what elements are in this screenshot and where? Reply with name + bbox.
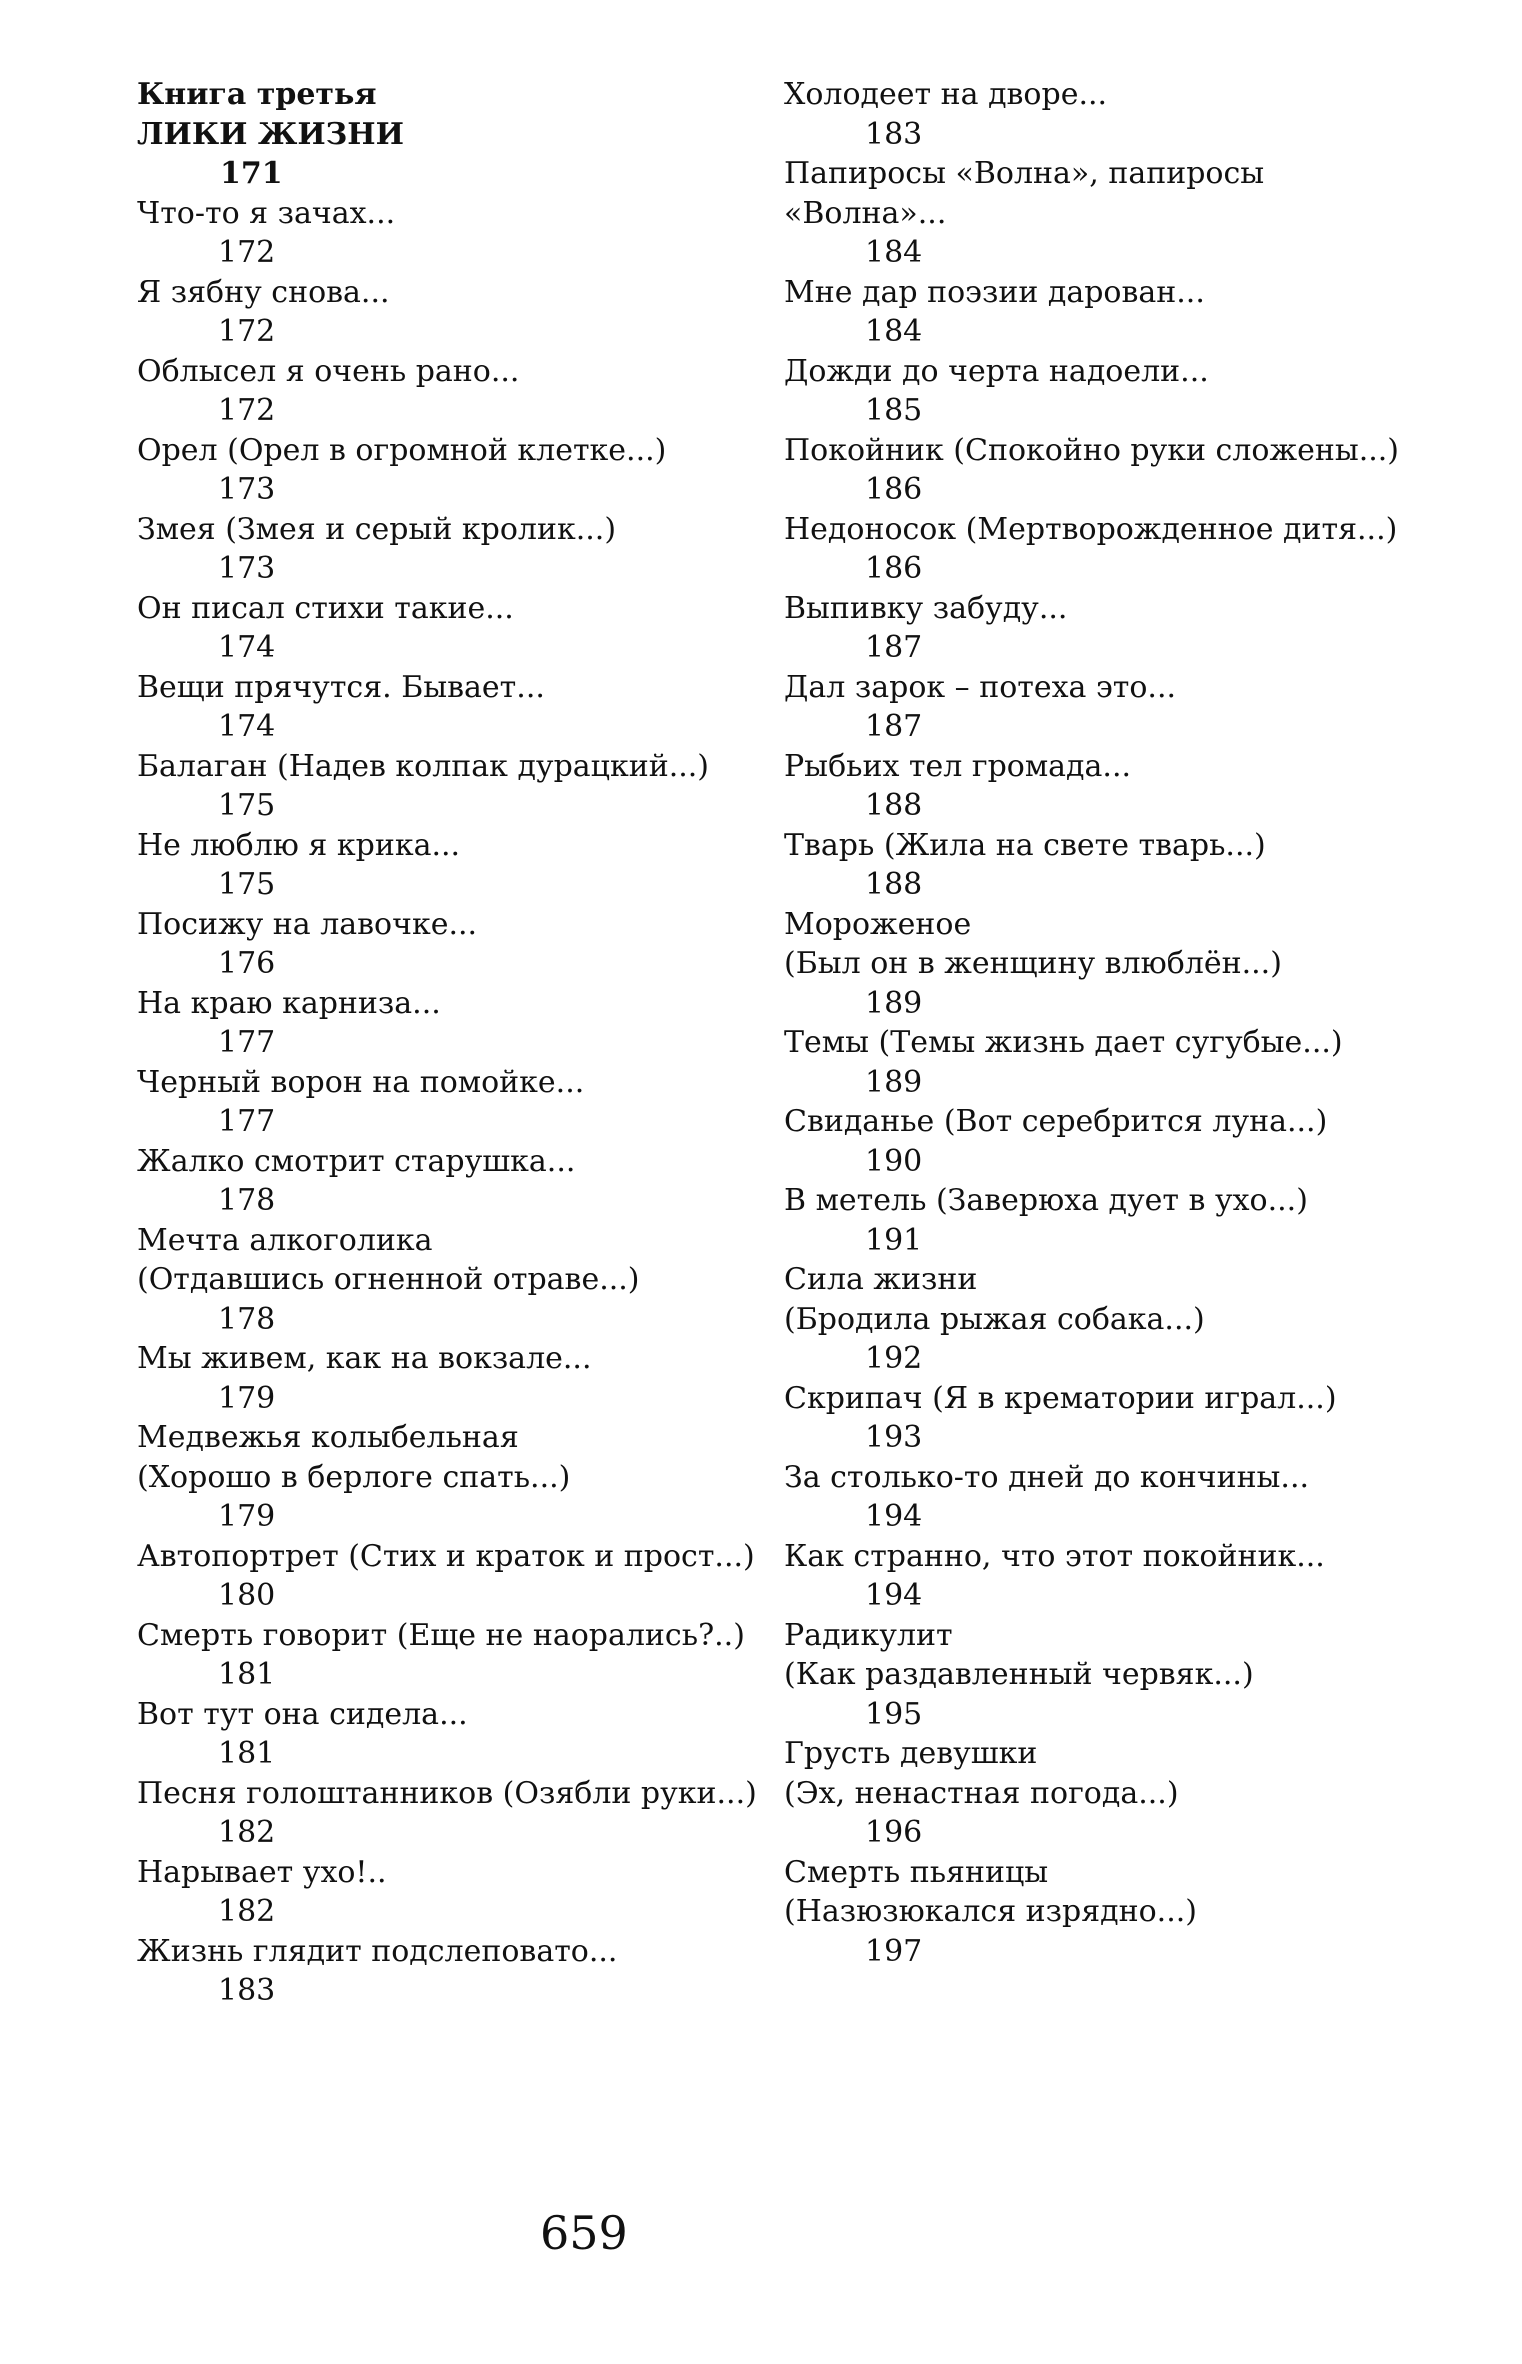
toc-entry-title: Как странно, что этот покойник... (784, 1538, 1325, 1574)
toc-entry-title: Мороженое (784, 906, 972, 942)
toc-entry (784, 1458, 1424, 1537)
toc-entry (137, 905, 757, 984)
toc-entry-title: Дал зарок – потеха это... (784, 669, 1177, 705)
toc-entry (137, 668, 757, 747)
toc-entry (137, 589, 757, 668)
toc-entry-title: Темы (Темы жизнь дает сугубые...) (784, 1025, 1343, 1060)
toc-entry-title: Выпивку забуду... (784, 590, 1068, 626)
toc-entry-title: Автопортрет (Стих и краток и прост...) (137, 1538, 755, 1574)
toc-entry (137, 1063, 757, 1142)
toc-entry-page-number: 197 (865, 1933, 923, 1969)
toc-entry (784, 154, 1424, 273)
toc-entry (137, 826, 757, 905)
toc-entry-page-number: 172 (218, 314, 276, 349)
toc-entry-page-number: 174 (218, 630, 276, 665)
toc-entry (137, 194, 757, 273)
toc-entry-title: Скрипач (Я в крематории играл...) (784, 1380, 1337, 1416)
toc-entry-page-number: 173 (218, 472, 276, 507)
toc-entry (784, 1102, 1424, 1181)
toc-entry (137, 1695, 757, 1774)
toc-entry-page-number: 174 (218, 709, 276, 744)
toc-entry (784, 1537, 1424, 1616)
toc-entry (784, 1853, 1424, 1972)
toc-entry (784, 1379, 1424, 1458)
toc-entry-title: Недоносок (Мертворожденное дитя...) (784, 511, 1398, 547)
toc-entry-page-number: 187 (865, 709, 923, 744)
toc-entry-title: Посижу на лавочке... (137, 906, 478, 942)
toc-entry-title: Он писал стихи такие... (137, 590, 514, 626)
toc-entry-page-number: 182 (218, 1815, 276, 1850)
toc-entry-title: Балаган (Надев колпак дурацкий...) (137, 748, 710, 784)
toc-entry-title: Змея (Змея и серый кролик...) (137, 511, 617, 547)
toc-entry (137, 352, 757, 431)
toc-entry (137, 1221, 757, 1340)
toc-entry-page-number: 188 (865, 788, 923, 823)
toc-column-left (137, 75, 757, 2011)
toc-entry (784, 75, 1424, 154)
toc-entry (137, 510, 757, 589)
toc-entry (784, 273, 1424, 352)
toc-entry (137, 1853, 757, 1932)
toc-entry-page-number: 183 (865, 116, 923, 152)
toc-entry-page-number: 182 (218, 1894, 276, 1929)
toc-entry-title: Медвежья колыбельная (137, 1420, 519, 1455)
toc-entry-title: Рыбьих тел громада... (784, 748, 1132, 784)
page-number: 659 (540, 2206, 628, 2260)
toc-entry-title: За столько-то дней до кончины... (784, 1459, 1310, 1495)
toc-entry (784, 431, 1424, 510)
toc-entry-title: Покойник (Спокойно руки сложены...) (784, 432, 1400, 468)
book-heading: Книга третья (137, 77, 377, 112)
toc-entry-title: Смерть говорит (Еще не наорались?..) (137, 1617, 745, 1653)
section-page-number: 171 (220, 156, 283, 191)
toc-entry (137, 1932, 757, 2011)
toc-entry-page-number: 191 (865, 1222, 923, 1258)
toc-entry-page-number: 189 (865, 985, 923, 1021)
toc-entry-title: Жизнь глядит подслеповато... (137, 1933, 618, 1969)
toc-entry (137, 1616, 757, 1695)
toc-entry-page-number: 192 (865, 1341, 923, 1376)
toc-entry-title: Нарывает ухо!.. (137, 1854, 387, 1890)
toc-entries-left (137, 194, 757, 2011)
toc-entry-page-number: 193 (865, 1420, 923, 1455)
toc-entry-page-number: 189 (865, 1064, 923, 1100)
toc-entry (784, 510, 1424, 589)
toc-entry (784, 905, 1424, 1024)
toc-entry-title: Мы живем, как на вокзале... (137, 1341, 592, 1376)
toc-entry-page-number: 173 (218, 551, 276, 586)
toc-entry-title: Смерть пьяницы (784, 1854, 1049, 1890)
toc-entry-page-number: 184 (865, 235, 923, 270)
toc-entry-page-number: 181 (218, 1736, 276, 1771)
toc-entry-title: (Отдавшись огненной отраве...) (137, 1262, 640, 1297)
toc-entry (784, 1260, 1424, 1379)
toc-entry-title: Жалко смотрит старушка... (137, 1143, 576, 1179)
toc-entry-title: Холодеет на дворе... (784, 77, 1108, 112)
toc-entry-title: Мне дар поэзии дарован... (784, 274, 1205, 310)
toc-entry (784, 1734, 1424, 1853)
toc-entry-title: Черный ворон на помойке... (137, 1064, 585, 1100)
toc-entry-page-number: 194 (865, 1499, 923, 1534)
toc-entry-title: Вещи прячутся. Бывает... (137, 669, 545, 705)
toc-entry-title: Сила жизни (784, 1262, 978, 1297)
toc-entry-page-number: 175 (218, 788, 276, 823)
toc-entry (784, 1181, 1424, 1260)
toc-entry (784, 589, 1424, 668)
toc-entry-title: (Назюзюкался изрядно...) (784, 1894, 1197, 1929)
toc-entry-page-number: 186 (865, 472, 923, 507)
toc-entry-title: (Как раздавленный червяк...) (784, 1657, 1254, 1692)
toc-entry-title: Радикулит (784, 1617, 953, 1653)
toc-entry-page-number: 178 (218, 1301, 276, 1337)
toc-entry-title: Вот тут она сидела... (137, 1696, 468, 1732)
toc-entry-title: Что-то я зачах... (137, 195, 396, 231)
toc-entry-page-number: 185 (865, 393, 923, 428)
toc-entry-page-number: 187 (865, 630, 923, 665)
toc-entry-page-number: 180 (218, 1578, 276, 1613)
toc-entry-page-number: 190 (865, 1143, 923, 1179)
toc-entry-page-number: 172 (218, 235, 276, 270)
toc-entry-page-number: 195 (865, 1696, 923, 1732)
toc-entry-title: Грусть девушки (784, 1736, 1038, 1771)
toc-entry-title: (Эх, ненастная погода...) (784, 1775, 1179, 1811)
toc-entry (137, 1774, 757, 1853)
toc-entry-page-number: 196 (865, 1815, 923, 1850)
toc-entry-page-number: 178 (218, 1183, 276, 1218)
toc-entry (784, 747, 1424, 826)
toc-entry-page-number: 181 (218, 1657, 276, 1692)
toc-entry-page-number: 186 (865, 551, 923, 586)
toc-entry-title: (Был он в женщину влюблён...) (784, 946, 1282, 981)
toc-column-right (784, 75, 1424, 1971)
toc-entry-page-number: 177 (218, 1104, 276, 1139)
toc-entry-page-number: 177 (218, 1025, 276, 1060)
toc-entry-title: Не люблю я крика... (137, 827, 461, 863)
toc-entry-title: Я зябну снова... (137, 274, 390, 310)
toc-entry-title: На краю карниза... (137, 985, 441, 1021)
toc-entry-title: Песня голоштанников (Озябли руки...) (137, 1775, 757, 1811)
toc-entry-title: Свиданье (Вот серебрится луна...) (784, 1104, 1328, 1139)
toc-entry-title: (Бродила рыжая собака...) (784, 1301, 1205, 1337)
toc-entry (137, 273, 757, 352)
toc-entry (137, 747, 757, 826)
toc-entry (137, 1418, 757, 1537)
toc-entry-page-number: 179 (218, 1380, 276, 1416)
toc-entry-page-number: 176 (218, 946, 276, 981)
toc-entry-title: Орел (Орел в огромной клетке...) (137, 432, 667, 468)
toc-entries-right (784, 75, 1424, 1971)
toc-entry-title: Тварь (Жила на свете тварь...) (784, 827, 1266, 863)
toc-entry-title: Мечта алкоголика (137, 1222, 433, 1258)
toc-entry (784, 826, 1424, 905)
toc-entry (137, 1142, 757, 1221)
toc-entry-page-number: 184 (865, 314, 923, 349)
toc-entry-title: (Хорошо в берлоге спать...) (137, 1459, 571, 1495)
toc-entry-page-number: 179 (218, 1499, 276, 1534)
toc-entry (137, 984, 757, 1063)
toc-entry-page-number: 175 (218, 867, 276, 902)
toc-entry-page-number: 183 (218, 1973, 276, 2008)
toc-entry (784, 1023, 1424, 1102)
toc-entry-title: Папиросы «Волна», папиросы (784, 156, 1265, 191)
toc-entry (784, 1616, 1424, 1735)
toc-entry-title: «Волна»... (784, 195, 947, 231)
toc-entry (137, 1339, 757, 1418)
toc-entry-page-number: 194 (865, 1578, 923, 1613)
toc-entry (784, 352, 1424, 431)
toc-entry-page-number: 172 (218, 393, 276, 428)
toc-entry (784, 668, 1424, 747)
toc-entry-title: Облысел я очень рано... (137, 353, 520, 389)
toc-entry-title: В метель (Заверюха дует в ухо...) (784, 1183, 1308, 1218)
section-heading: ЛИКИ ЖИЗНИ (137, 116, 404, 152)
toc-entry (137, 431, 757, 510)
toc-entry-page-number: 188 (865, 867, 923, 902)
toc-entry (137, 1537, 757, 1616)
toc-entry-title: Дожди до черта надоели... (784, 353, 1209, 389)
